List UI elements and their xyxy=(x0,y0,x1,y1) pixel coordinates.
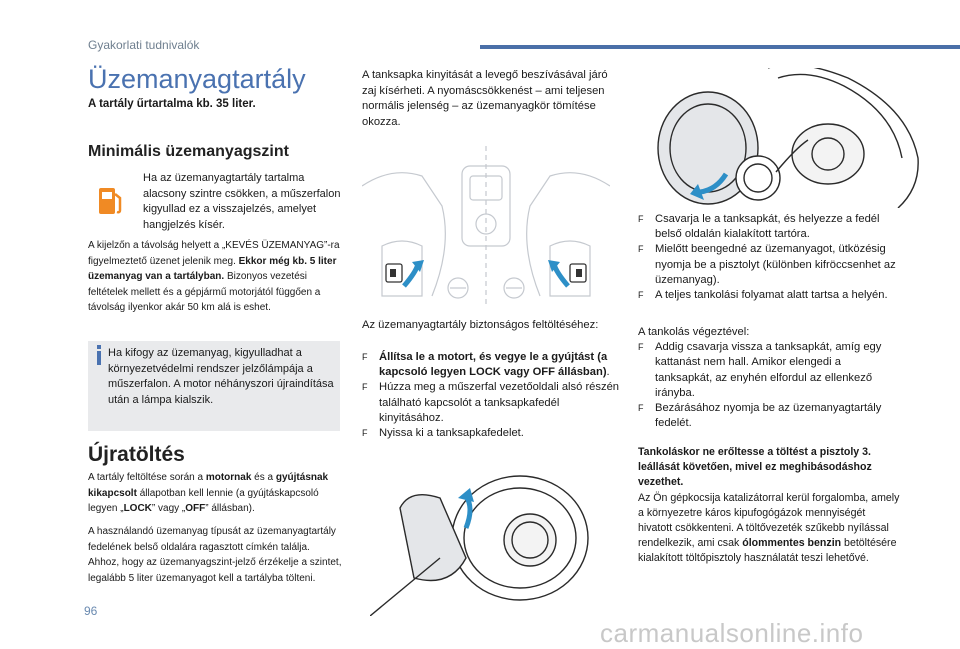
remaining-fuel-note: Ekkor még kb. 5 liter üzemanyag van a tartályban. xyxy=(88,255,337,282)
after-refuel-title: A tankolás végeztével: xyxy=(638,326,750,338)
list-item xyxy=(362,380,620,426)
after-refuel-list xyxy=(638,340,900,431)
catalyst-warning xyxy=(638,445,900,567)
refill-heading: Újratöltés xyxy=(88,443,185,466)
list-item xyxy=(362,350,620,380)
page-number: 96 xyxy=(84,604,98,618)
step-text: . xyxy=(606,366,610,379)
info-icon xyxy=(95,345,103,365)
cap-steps-list xyxy=(638,212,900,303)
step-text: Addig csavarja vissza a tanksapkát, amíg egy kattanást nem hall. Amikor elengedi a tanksapkát, az enyhén elfordul az ellenkező irányba. xyxy=(655,341,882,399)
fuel-warning-icon xyxy=(96,180,126,216)
low-fuel-message: A kijelzőn a távolság helyett a „KEVÉS ÜZEMANYAG”-ra figyelmeztető üzenet jelenik meg. xyxy=(88,240,340,267)
step-text: Bezárásához nyomja be az üzemanyagtartály fedelét. xyxy=(655,402,882,430)
list-item xyxy=(362,426,620,441)
refill-text: ” állásban). xyxy=(205,503,255,514)
refill-bold-off: OFF xyxy=(185,503,206,514)
bullet-icon: F xyxy=(362,428,368,439)
list-item xyxy=(638,242,900,288)
fuel-flap-illustration xyxy=(370,468,590,616)
unleaded-bold: ólommentes benzin xyxy=(742,537,842,550)
min-fuel-note: Ahhoz, hogy az üzemanyagszint-jelző érzékelje a szintet, legalább 5 liter üzemanyagot kell a tartályba tölteni. xyxy=(88,557,342,584)
section-header: Gyakorlati tudnivalók xyxy=(88,38,200,52)
page-title: Üzemanyagtartály xyxy=(88,64,306,94)
bullet-icon: F xyxy=(638,214,644,224)
header-accent-bar xyxy=(480,45,960,49)
list-item xyxy=(638,288,900,303)
refill-text: és a xyxy=(251,472,276,483)
capacity-note: A tartály űrtartalma kb. 35 liter. xyxy=(88,98,256,110)
fuel-type-paragraph xyxy=(88,524,343,586)
watermark: carmanualsonline.info xyxy=(600,618,864,648)
refill-text: állapotban kell lennie (a gyújtáskapcsoló legyen „ xyxy=(88,487,319,514)
bullet-icon: F xyxy=(362,352,368,362)
list-item xyxy=(638,340,900,401)
after-refuel-section xyxy=(638,325,900,431)
refill-text: A tartály feltöltése során a xyxy=(88,472,206,483)
bullet-icon: F xyxy=(638,403,644,414)
refuel-steps-list xyxy=(362,350,620,441)
bullet-icon: F xyxy=(638,290,644,301)
minimal-level-heading: Minimális üzemanyagszint xyxy=(88,143,289,160)
bullet-icon: F xyxy=(638,342,644,353)
cap-opening-note: A tanksapka kinyitását a levegő beszívásával járó zaj kísérheti. A nyomáscsökkenést – ami teljesen normális jelenség – az üzemanyagkör tömítése okozza. xyxy=(362,69,608,128)
distance-note: Bizonyos vezetési feltételek mellett és a gépjármű motorjától függően a távolság ilyenkor akár 50 km alá is eshet. xyxy=(88,271,321,313)
step-text: Mielőtt beengedné az üzemanyagot, ütközésig nyomja be a pisztolyt (különben kifröccsenhet az üzemanyag). xyxy=(655,243,896,286)
fuel-cap-illustration xyxy=(648,68,938,208)
list-item xyxy=(638,401,900,431)
dashboard-illustration xyxy=(362,146,610,314)
low-fuel-warning-text: Ha az üzemanyagtartály tartalma alacsony szintre csökken, a műszerfalon kigyullad ez a visszajelzés, amelyet hangjelzés kísér. xyxy=(143,172,341,231)
step-text: Csavarja le a tanksapkát, és helyezze a fedél belső oldalán kialakított tartóra. xyxy=(655,213,880,241)
refill-paragraph xyxy=(88,470,343,517)
refill-bold-engine: motornak xyxy=(205,472,252,483)
nozzle-warning: Tankoláskor ne erőltesse a töltést a pisztoly 3. leállását követően, mivel ez meghibásodáshoz vezethet. xyxy=(638,446,872,489)
bullet-icon: F xyxy=(638,244,644,255)
refill-bold-lock: LOCK xyxy=(123,503,152,514)
catalyst-text-part: betöltésére kialakított töltőpisztoly használatát teszi lehetővé. xyxy=(638,537,897,565)
fuel-type-label-note: A használandó üzemanyag típusát az üzemanyagtartály fedelének belső oldalára ragasztott címkén találja. xyxy=(88,526,336,553)
step-text: Húzza meg a műszerfal vezetőoldali alsó részén található kapcsolót a tanksapkafedél kinyitásához. xyxy=(379,381,620,424)
catalyst-text xyxy=(638,491,900,567)
safe-refuel-title: Az üzemanyagtartály biztonságos feltöltéséhez: xyxy=(362,319,599,331)
bullet-icon: F xyxy=(362,382,368,393)
refill-text: ” vagy „ xyxy=(151,503,186,514)
list-item xyxy=(638,212,900,242)
info-text: Ha kifogy az üzemanyag, kigyulladhat a környezetvédelmi rendszer jelzőlámpája a műszerfalon. A motor néhányszori újraindítása után a lámpa kialszik. xyxy=(108,347,334,406)
step-text: Nyissa ki a tanksapkafedelet. xyxy=(379,427,524,440)
step-bold: Állítsa le a motort, és vegye le a gyújtást (a kapcsoló legyen LOCK vagy OFF állásban) xyxy=(379,351,608,379)
catalyst-text-part: Az Ön gépkocsija katalizátorral kerül forgalomba, amely a környezetre káros kipufogógázok mennyiségét hivatott csökkenteni. A töltővezeték szűkebb nyílással rendelkezik, ami csak xyxy=(638,491,900,550)
step-text: A teljes tankolási folyamat alatt tartsa a helyén. xyxy=(655,289,888,302)
low-fuel-paragraph xyxy=(88,238,343,316)
refill-bold-ignition: gyújtásnak kikapcsolt xyxy=(88,472,329,499)
